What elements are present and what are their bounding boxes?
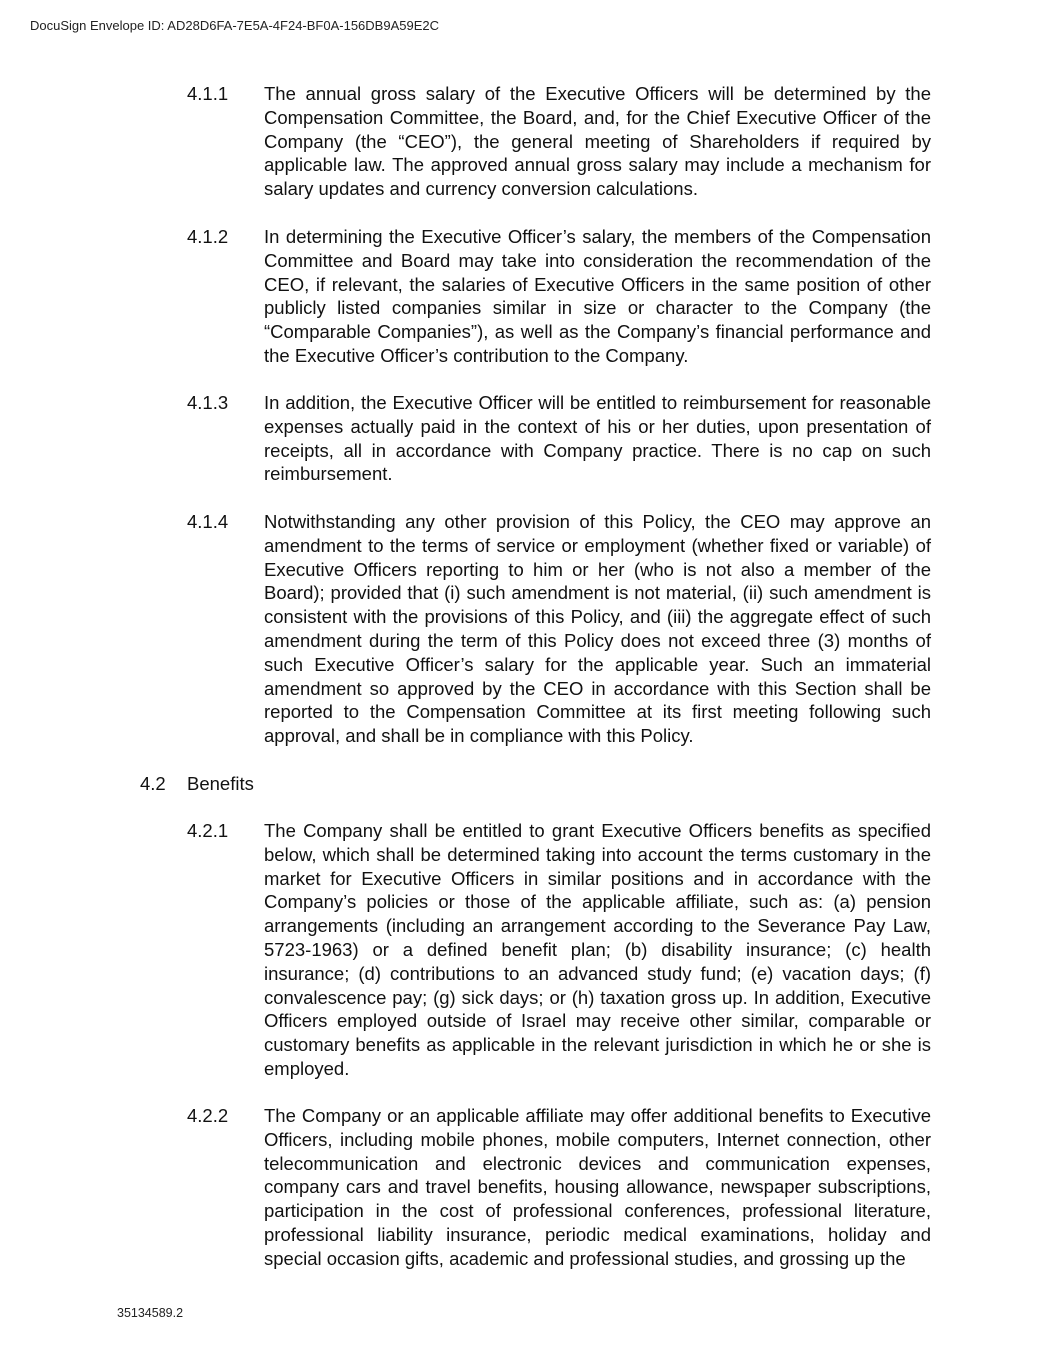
clause-text: Notwithstanding any other provision of this Policy, the CEO may approve an amendment to the terms of service or employment (whether fixed or variable) of Executive Officers reporting to him or her (who is not also a member of the Board); provided that (i) such amendment is not material, (ii) such amendment is consistent with the provisions of this Policy, and (iii) the aggregate effect of such amendment during the term of this Policy does not exceed three (3) months of such Executive Officer’s salary for the applicable year. Such an immaterial amendment so approved by the CEO in accordance with this Section shall be reported to the Compensation Committee at its first meeting following such approval, and shall be in compliance with this Policy.: [264, 511, 931, 747]
clause-number: 4.2.2: [187, 1105, 229, 1126]
clause-number: 4.1.1: [187, 83, 229, 104]
clause-4-1-3: [187, 391, 931, 486]
section-title: Benefits: [187, 773, 254, 794]
clause-4-2-1: [187, 819, 931, 1081]
clause-4-2-2: [187, 1104, 931, 1271]
clause-number: 4.1.4: [187, 511, 229, 532]
section-number: 4.2: [140, 773, 166, 794]
clause-number: 4.1.3: [187, 392, 229, 413]
clause-text: The Company or an applicable affiliate may offer additional benefits to Executive Officers, including mobile phones, mobile computers, Internet connection, other telecommunication and electronic devices and communication expenses, company cars and travel benefits, housing allowance, newspaper subscriptions, participation in the cost of professional conferences, professional literature, professional liability insurance, periodic medical examinations, holiday and special occasion gifts, academic and professional studies, and grossing up the: [264, 1105, 931, 1269]
clause-number: 4.2.1: [187, 820, 229, 841]
section-heading-benefits: [140, 772, 254, 796]
clause-4-1-2: [187, 225, 931, 368]
clause-4-1-1: [187, 82, 931, 201]
clause-text: In determining the Executive Officer’s salary, the members of the Compensation Committee and Board may take into consideration the recommendation of the CEO, if relevant, the salaries of Executive Officers in the same position of other publicly listed companies similar in size or character to the Company (the “Comparable Companies”), as well as the Company’s financial performance and the Executive Officer’s contribution to the Company.: [264, 226, 931, 366]
clause-text: In addition, the Executive Officer will be entitled to reimbursement for reasonable expenses actually paid in the context of his or her duties, upon presentation of receipts, all in accordance with Company practice. There is no cap on such reimbursement.: [264, 392, 931, 485]
clause-text: The annual gross salary of the Executive Officers will be determined by the Compensation Committee, the Board, and, for the Chief Executive Officer of the Company (the “CEO”), the general meeting of Shareholders if required by applicable law. The approved annual gross salary may include a mechanism for salary updates and currency conversion calculations.: [264, 83, 931, 200]
document-id-footer: 35134589.2: [117, 1306, 184, 1320]
docusign-envelope-id: DocuSign Envelope ID: AD28D6FA-7E5A-4F24-BF0A-156DB9A59E2C: [30, 18, 439, 33]
clause-4-1-4: [187, 510, 931, 748]
clause-text: The Company shall be entitled to grant Executive Officers benefits as specified below, which shall be determined taking into account the terms customary in the market for Executive Officers in similar positions and in accordance with the Company’s policies or those of the applicable affiliate, such as: (a) pension arrangements (including an arrangement according to the Severance Pay Law, 5723-1963) or a defined benefit plan; (b) disability insurance; (c) health insurance; (d) contributions to an advanced study fund; (e) vacation days; (f) convalescence pay; (g) sick days; or (h) taxation gross up. In addition, Executive Officers employed outside of Israel may receive other similar, comparable or customary benefits as applicable in the relevant jurisdiction in which he or she is employed.: [264, 820, 931, 1079]
clause-number: 4.1.2: [187, 226, 229, 247]
